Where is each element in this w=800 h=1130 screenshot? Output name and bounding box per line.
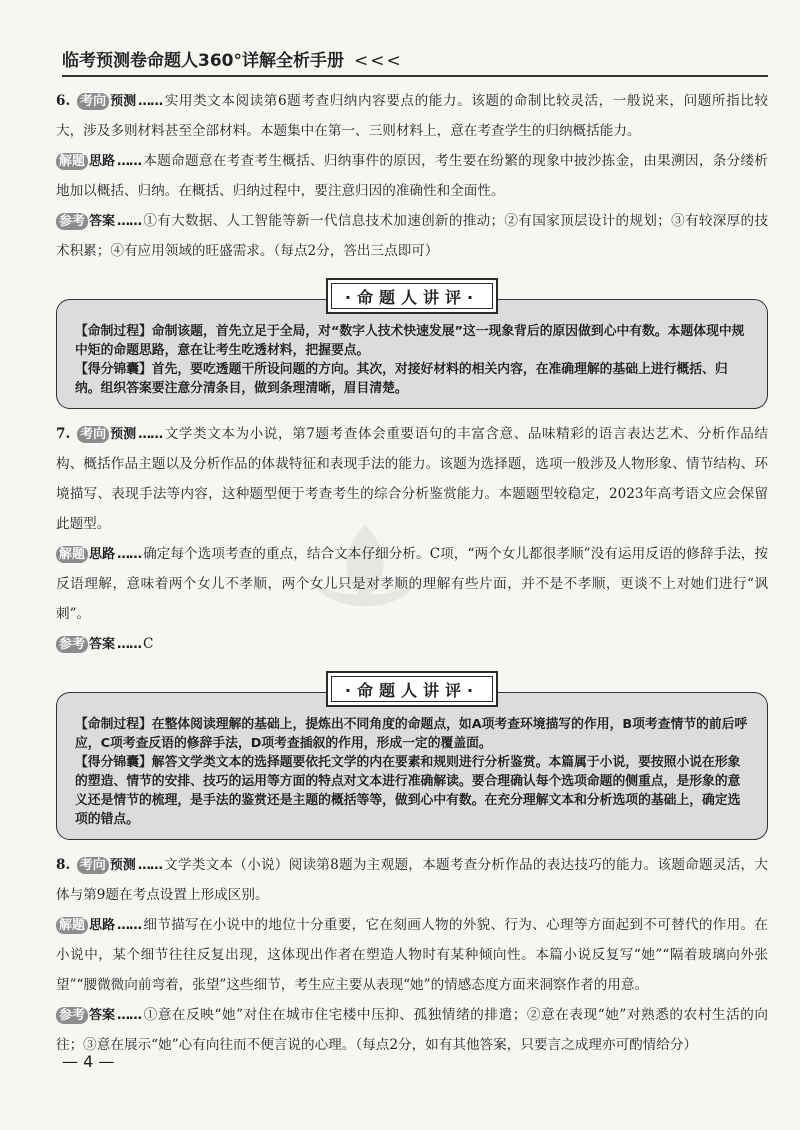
question-number: 8. [56, 857, 71, 873]
review-banner-title: ·命题人讲评· [326, 671, 498, 707]
q6-answer-text: ①有大数据、人工智能等新一代信息技术加速创新的推动；②有国家顶层设计的规划；③有较深厚的技术积累；④有应用领域的旺盛需求。（每点2分，答出三点即可） [56, 213, 768, 259]
content [56, 86, 768, 1060]
q7-review [56, 671, 768, 840]
review-key-label: 【得分锦囊】 [75, 362, 152, 377]
q6-answer [56, 206, 768, 266]
q8-kaoxiang-text: 文学类文本（小说）阅读第8题为主观题，本题考查分析作品的表达技巧的能力。该题命题灵活，大体与第9题在考点设置上形成区别。 [56, 857, 768, 903]
review-text: 在整体阅读理解的基础上，提炼出不同角度的命题点，如A项考查环境描写的作用，B项考查情节的前后呼应，C项考查反语的修辞手法，D项考查插叙的作用，形成一定的覆盖面。 [75, 717, 748, 751]
page-header [62, 46, 768, 77]
cankao-tag: 参考 答案 …… [56, 636, 143, 653]
page-number: — 4 — [62, 1052, 115, 1071]
q8-jieti [56, 910, 768, 1000]
jieti-tag: 解题 思路 …… [56, 153, 143, 170]
header-title: 临考预测卷命题人360°详解全析手册 [62, 51, 344, 71]
review-text: 命制该题，首先立足于全局，对“数字人技术快速发展”这一现象背后的原因做到心中有数。本题体现中规中矩的命题思路，意在让考生吃透材料，把握要点。 [75, 324, 745, 358]
review-box [56, 299, 768, 409]
q6-review [56, 278, 768, 409]
q6-jieti-text: 本题命题意在考查考生概括、归纳事件的原因，考生要在纷繁的现象中披沙拣金，由果溯因，条分缕析地加以概括、归纳。在概括、归纳过程中，要注意归因的准确性和全面性。 [56, 153, 768, 199]
review-key-label: 【得分锦囊】 [75, 755, 152, 770]
q8-jieti-text: 细节描写在小说中的地位十分重要，它在刻画人物的外貌、行为、心理等方面起到不可替代的作用。在小说中，某个细节往往反复出现，这体现出作者在塑造人物时有某种倾向性。本篇小说反复写“她”“隔着玻璃向外张望”“腰微微向前弯着，张望”这些细节，考生应主要从表现“她”的情感态度方面来洞察作者的用意。 [56, 917, 768, 993]
q6-kaoxiang-text: 实用类文本阅读第6题考查归纳内容要点的能力。该题的命制比较灵活，一般说来，问题所指比较大，涉及多则材料甚至全部材料。本题集中在第一、三则材料上，意在考查学生的归纳概括能力。 [56, 93, 768, 139]
kaoxiang-tag: 考向 预测 …… [77, 93, 164, 110]
kaoxiang-tag: 考向 预测 …… [77, 426, 164, 443]
kaoxiang-tag: 考向 预测 …… [77, 857, 164, 874]
cankao-tag: 参考 答案 …… [56, 1007, 143, 1024]
review-text: 首先，要吃透题干所设问题的方向。其次，对接好材料的相关内容，在准确理解的基础上进行概括、归纳。组织答案要注意分清条目，做到条理清晰，眉目清楚。 [75, 362, 728, 396]
review-banner-title: ·命题人讲评· [326, 278, 498, 314]
jieti-tag: 解题 思路 …… [56, 546, 143, 563]
review-key-label: 【命制过程】 [75, 324, 152, 339]
q6-jieti [56, 146, 768, 206]
q8-kaoxiang [56, 850, 768, 910]
q7-jieti [56, 539, 768, 629]
q7-answer-text: C [143, 636, 154, 652]
q8-answer-text: ①意在反映“她”对住在城市住宅楼中压抑、孤独情绪的排遣；②意在表现“她”对熟悉的农村生活的向往；③意在展示“她”心有向往而不便言说的心理。（每点2分，如有其他答案，只要言之成理亦可酌情给分） [56, 1007, 768, 1053]
cankao-tag: 参考 答案 …… [56, 213, 143, 230]
question-number: 6. [56, 93, 71, 109]
q6-kaoxiang [56, 86, 768, 146]
q7-kaoxiang-text: 文学类文本为小说，第7题考查体会重要语句的丰富含意、品味精彩的语言表达艺术、分析作品结构、概括作品主题以及分析作品的体裁特征和表现手法的能力。该题为选择题，选项一般涉及人物形象、情节结构、环境描写、表现手法等内容，这种题型便于考查考生的综合分析鉴赏能力。本题题型较稳定，2023年高考语文应会保留此题型。 [56, 426, 768, 532]
q8-answer [56, 1000, 768, 1060]
question-number: 7. [56, 426, 71, 442]
q7-kaoxiang [56, 419, 768, 539]
review-text: 解答文学类文本的选择题要依托文学的内在要素和规则进行分析鉴赏。本篇属于小说，要按照小说在形象的塑造、情节的安排、技巧的运用等方面的特点对文本进行准确解读。要合理确认每个选项命题的侧重点，是形象的意义还是情节的梳理，是手法的鉴赏还是主题的概括等等，做到心中有数。在充分理解文本和分析选项的基础上，确定选项的错点。 [75, 755, 741, 827]
q7-jieti-text: 确定每个选项考查的重点，结合文本仔细分析。C项，“两个女儿都很孝顺”没有运用反语的修辞手法，按反语理解，意味着两个女儿不孝顺，两个女儿只是对孝顺的理解有些片面，并不是不孝顺，更谈不上对她们进行“讽刺”。 [56, 546, 768, 622]
review-box [56, 692, 768, 840]
review-key-label: 【命制过程】 [75, 717, 152, 732]
header-arrows: <<< [354, 51, 403, 71]
jieti-tag: 解题 思路 …… [56, 917, 143, 934]
q7-answer [56, 629, 768, 659]
